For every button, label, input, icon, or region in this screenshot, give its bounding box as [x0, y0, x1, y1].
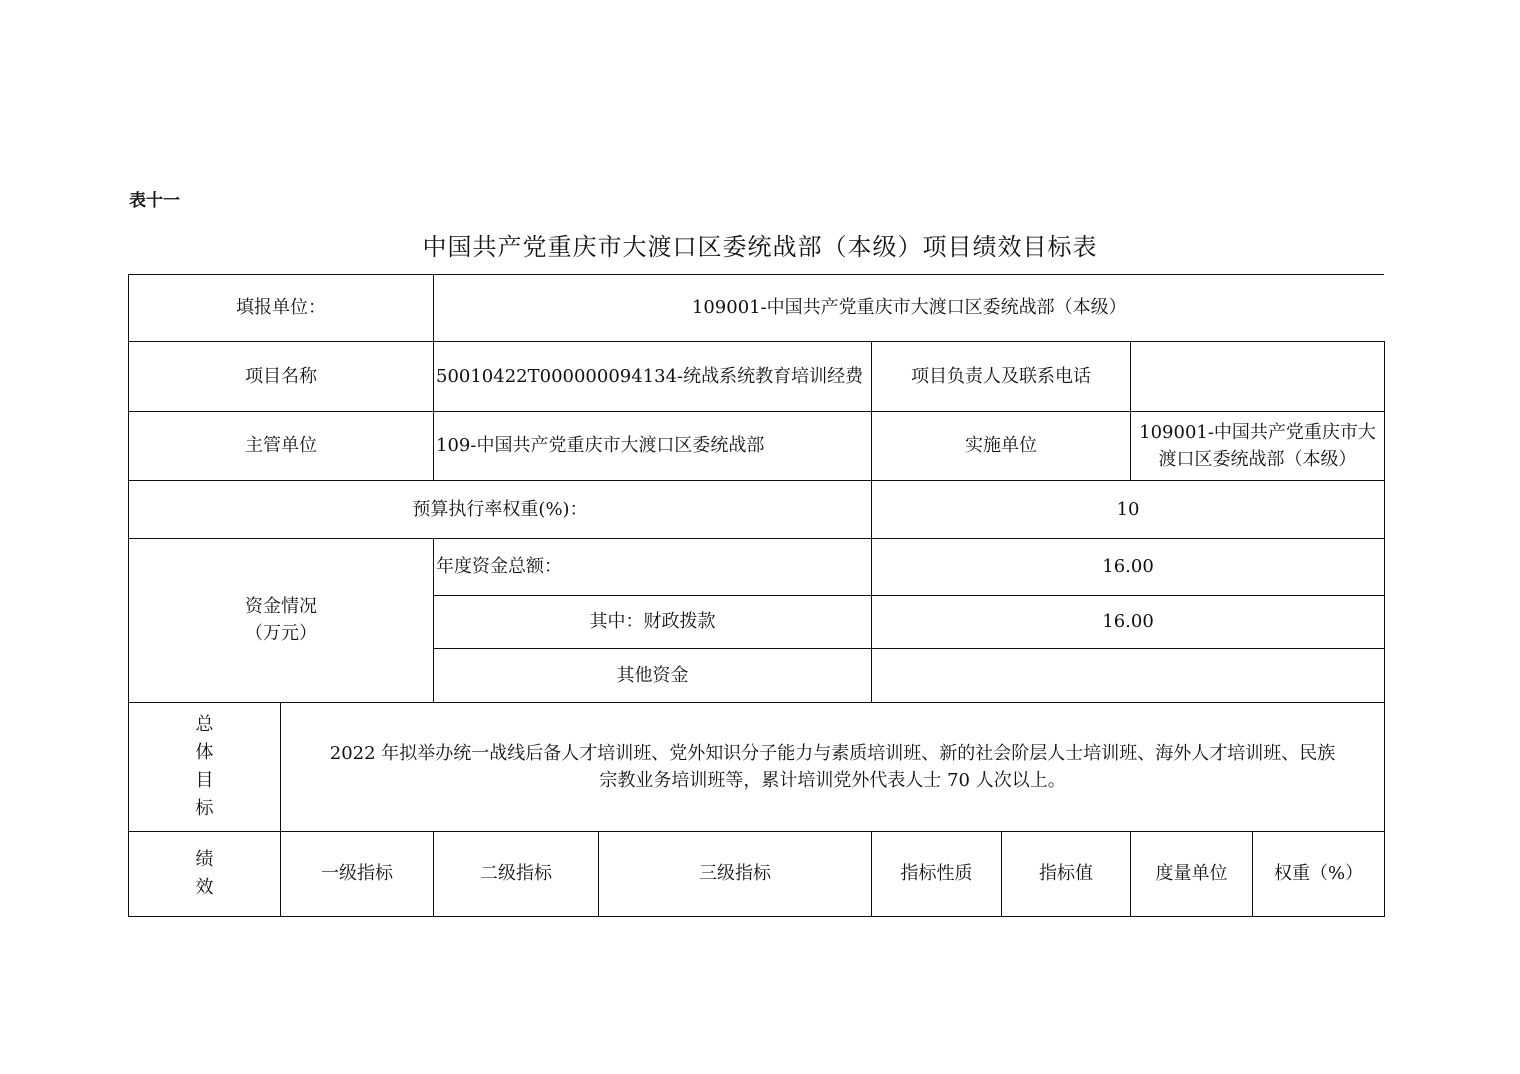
header-weight: 权重（%）	[1253, 831, 1385, 916]
row-overall-goal	[129, 702, 1385, 831]
performance-char: 绩	[195, 848, 214, 870]
project-name-value: 50010422T000000094134-统战系统教育培训经费	[434, 341, 872, 411]
overall-goal-label	[129, 702, 281, 831]
performance-target-table	[128, 275, 1385, 917]
project-leader-label: 项目负责人及联系电话	[872, 341, 1131, 411]
filling-unit-label: 填报单位：	[129, 275, 434, 341]
annual-total-value: 16.00	[872, 538, 1385, 595]
supervisor-value: 109-中国共产党重庆市大渡口区委统战部	[434, 411, 872, 480]
fiscal-value: 16.00	[872, 595, 1385, 648]
implementer-label: 实施单位	[872, 411, 1131, 480]
header-level2: 二级指标	[434, 831, 599, 916]
filling-unit-value: 109001-中国共产党重庆市大渡口区委统战部（本级）	[434, 275, 1385, 341]
header-unit: 度量单位	[1131, 831, 1253, 916]
fiscal-label: 其中：财政拨款	[434, 595, 872, 648]
project-leader-value	[1131, 341, 1385, 411]
supervisor-label: 主管单位	[129, 411, 434, 480]
row-budget-weight	[129, 480, 1385, 538]
row-filling-unit	[129, 275, 1385, 341]
overall-goal-char: 总	[195, 713, 214, 735]
row-annual-total	[129, 538, 1385, 595]
row-project-name	[129, 341, 1385, 411]
row-supervisor	[129, 411, 1385, 480]
budget-weight-label: 预算执行率权重(%)：	[129, 480, 872, 538]
table-number-label: 表十一	[129, 191, 180, 211]
header-level3: 三级指标	[599, 831, 872, 916]
other-funds-value	[872, 648, 1385, 702]
header-value: 指标值	[1002, 831, 1131, 916]
overall-goal-char: 标	[195, 797, 214, 819]
funds-label-line2: （万元）	[245, 623, 317, 644]
project-name-label: 项目名称	[129, 341, 434, 411]
overall-goal-text	[281, 702, 1385, 831]
overall-goal-char: 体	[195, 741, 214, 763]
other-funds-label: 其他资金	[434, 648, 872, 702]
funds-label-line1: 资金情况	[245, 596, 317, 617]
implementer-value-line1: 109001-中国共产党重庆市大	[1139, 421, 1376, 443]
implementer-value-line2: 渡口区委统战部（本级）	[1158, 448, 1357, 470]
performance-char: 效	[195, 876, 214, 898]
page-title: 中国共产党重庆市大渡口区委统战部（本级）项目绩效目标表	[422, 233, 1098, 261]
performance-label	[129, 831, 281, 916]
implementer-value	[1131, 411, 1385, 480]
overall-goal-char: 目	[195, 769, 214, 791]
budget-weight-value: 10	[872, 480, 1385, 538]
annual-total-label: 年度资金总额：	[434, 538, 872, 595]
row-performance-headers	[129, 831, 1385, 916]
header-level1: 一级指标	[281, 831, 434, 916]
funds-label	[129, 538, 434, 702]
overall-goal-text-line2: 宗教业务培训班等，累计培训党外代表人士 70 人次以上。	[599, 769, 1066, 791]
overall-goal-text-line1: 2022 年拟举办统一战线后备人才培训班、党外知识分子能力与素质培训班、新的社会阶层人士培训班、海外人才培训班、民族	[329, 742, 1336, 764]
header-nature: 指标性质	[872, 831, 1002, 916]
